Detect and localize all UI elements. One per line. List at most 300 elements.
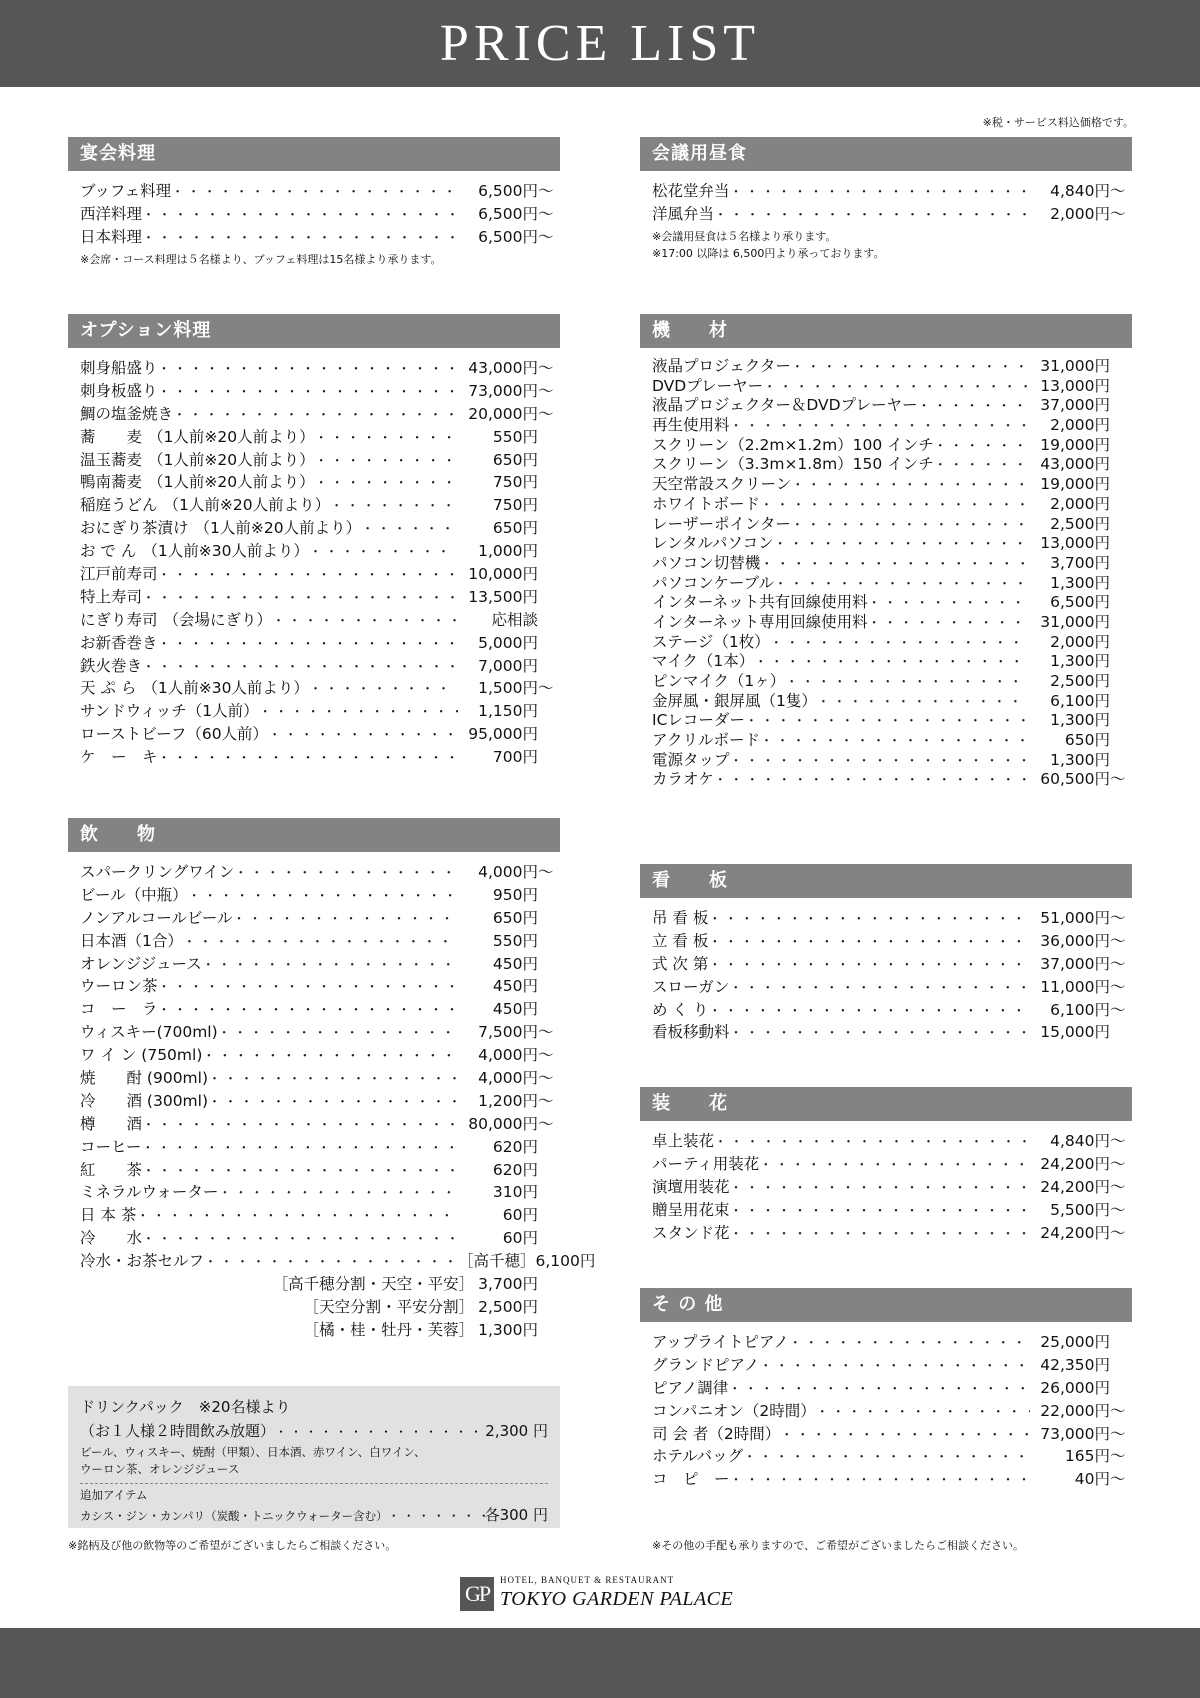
item-list [640,1322,1132,1490]
section-title: 飲 物 [68,818,560,852]
item-price: 450円 [492,954,538,973]
item-suffix: 〜 [1110,1154,1126,1173]
logo-subtitle: HOTEL, BANQUET & RESTAURANT [500,1575,675,1585]
list-item [652,1020,1132,1043]
list-item [652,531,1132,551]
leader-dots [708,908,1030,927]
list-item [80,539,560,562]
leader-dots [158,564,458,583]
list-item [80,1020,560,1043]
item-detail: （1人前※20人前より） [148,427,315,446]
drink-pack-box [68,1386,560,1528]
item-name: お新香巻き [80,633,158,652]
footer-bar [0,1628,1200,1698]
list-item [652,374,1132,394]
item-price: 7,500円 [478,1023,538,1042]
item-suffix: 〜 [1110,1447,1126,1466]
item-price: 750円 [492,473,538,492]
item-price: 2,000円 [1050,204,1110,223]
list-item [80,952,560,975]
drink-pack-includes: ウーロン茶、オレンジジュース [80,1462,240,1476]
item-name: コンパニオン（2時間） [652,1401,816,1420]
item-price: 5,000円 [478,633,538,652]
item-name: ステージ（1枚） [652,632,770,651]
leader-dots [763,376,1030,395]
item-price: 450円 [492,977,538,996]
item-detail: （1人前※30人前より） [142,679,309,698]
leader-dots [218,1182,458,1201]
section-title: 会議用昼食 [640,137,1132,171]
item-suffix: 〜 [538,863,554,881]
drinks-footer-note: ※銘柄及び他の飲物等のご希望がございましたらご相談ください。 [68,1539,397,1552]
item-price: 650円 [492,450,538,469]
item-name: アクリルボード [652,731,761,750]
item-name: オレンジジュース [80,954,202,973]
list-item [80,1249,596,1272]
item-name: 鯛の塩釜焼き [80,404,174,423]
item-price: 10,000円 [468,565,538,584]
item-price: 650円 [492,908,538,927]
list-item [80,1158,560,1181]
leader-dots [760,553,1030,572]
leader-dots [158,381,458,400]
list-item [652,728,1132,748]
item-name: ［高千穂分割・天空・平安］ [272,1275,475,1294]
item-price: 13,000円 [1040,376,1110,395]
item-price: 550円 [492,931,538,950]
item-price: 3,700円 [478,1275,538,1294]
leader-dots [315,450,458,469]
list-item [80,860,560,883]
list-item [80,1226,560,1249]
item-price: 43,000円 [468,359,538,377]
list-item [80,608,560,631]
list-item [652,179,1132,202]
leader-dots [868,592,1030,611]
list-item [652,1152,1132,1175]
item-price: 25,000円 [1040,1333,1110,1351]
leader-dots [136,1205,458,1224]
list-item [652,952,1132,975]
item-suffix: 〜 [1110,1401,1126,1420]
item-name: パソコン切替機 [652,553,761,572]
leader-dots [142,1160,458,1179]
item-name: ホワイトボード [652,494,761,513]
item-name: 金屏風・銀屏風（1隻） [652,691,817,710]
item-name: パソコンケーブル [652,573,774,592]
item-name: ビール（中瓶） [80,885,188,904]
item-price: 1,300円 [1050,652,1110,671]
list-item [652,669,1132,689]
leader-dots [158,633,458,652]
list-item [652,202,1132,225]
item-price: 4,000円 [478,1046,538,1065]
item-name: 天 ぷ ら [80,679,137,698]
leader-dots [760,494,1030,513]
item-name: 日本料理 [80,227,143,246]
item-price: 24,200円 [1040,1154,1110,1173]
item-price: 2,500円 [478,1297,538,1316]
list-item [80,225,560,248]
item-price: 31,000円 [1040,612,1110,631]
leader-dots [730,1223,1030,1242]
drink-pack-plan-name: （お１人様２時間飲み放題） [80,1422,276,1440]
item-price: 24,200円 [1040,1177,1110,1196]
item-price: 73,000円 [1040,1424,1110,1443]
item-name: ローストビーフ（60人前） [80,725,269,744]
section-title: オプション料理 [68,314,560,348]
item-name: スクリーン（3.3m×1.8m）150 インチ [652,455,934,474]
item-list [68,852,596,1272]
item-detail: （1人前※20人前より） [148,450,315,469]
item-name: アップライトピアノ [652,1333,789,1351]
item-name: マイク（1本） [652,652,755,671]
item-name: ホテルバッグ [652,1447,744,1466]
item-suffix: 〜 [1110,770,1126,789]
list-item [652,571,1132,591]
item-name: ピンマイク（1ヶ） [652,672,786,690]
drink-pack-title-text: ドリンクパック ※20名様より [80,1398,291,1416]
list-item [80,1180,560,1203]
leader-dots [730,1177,1030,1196]
item-name: スローガン [652,977,730,996]
list-item [652,590,1132,610]
item-list [68,348,560,768]
leader-dots [142,656,458,675]
divider [80,1483,548,1484]
leader-dots [142,227,462,246]
list-item [652,998,1132,1021]
item-price: 51,000円 [1040,909,1110,927]
item-suffix: 〜 [538,1023,554,1042]
drink-pack-title [80,1396,548,1420]
list-item [652,767,1132,787]
drink-pack-plan-price: 2,300 円 [485,1422,548,1440]
item-price: 80,000円 [468,1114,538,1133]
item-price: 5,500円 [1050,1200,1110,1219]
list-item [80,1203,560,1226]
item-price: 19,000円 [1040,475,1110,494]
drink-pack-plan [80,1420,548,1444]
item-name: ICレコーダー [652,711,745,730]
item-price: 6,500円 [1050,593,1110,612]
item-name: 司 会 者（2時間） [652,1424,781,1443]
item-price: 11,000円 [1040,977,1110,996]
additional-item-name: カシス・ジン・カンパリ（炭酸・トニックウォーター含む） [80,1509,388,1523]
item-name: インターネット専用回線使用料 [652,612,868,631]
item-name: 冷 酒 (300ml) [80,1091,209,1110]
item-name: め く り [652,1000,709,1019]
item-price: 550円 [492,427,538,446]
leader-dots [158,747,458,766]
list-item [80,1295,560,1318]
item-price: 43,000円 [1040,455,1110,474]
leader-dots [817,691,1030,710]
item-price: 24,200円 [1040,1223,1110,1242]
section-note: ※17:00 以降は 6,500円より承っております。 [652,246,885,260]
list-item [652,649,1132,669]
item-price: 650円 [1064,731,1110,750]
leader-dots [785,671,1030,690]
item-name: 樽 酒 [80,1114,143,1133]
item-price: 19,000円 [1040,435,1110,454]
page-title: PRICE LIST [439,15,761,72]
item-suffix: 〜 [1110,1424,1126,1443]
item-name: グランドピアノ [652,1355,760,1374]
item-suffix: 〜 [1110,182,1126,200]
item-price: 1,500円 [478,679,538,698]
item-price: 60,500円 [1040,770,1110,789]
list-item [652,512,1132,532]
item-price: ［高千穂］6,100円 [458,1252,596,1271]
logo-name: TOKYO GARDEN PALACE [500,1588,734,1610]
leader-dots [917,395,1030,414]
item-price: 60円 [502,1229,538,1248]
section-title: 看 板 [640,864,1132,898]
item-detail: （1人前※30人前より） [142,542,309,561]
leader-dots [309,678,458,697]
item-suffix: 〜 [1110,931,1126,950]
item-price: 95,000円 [468,725,538,744]
item-price: 4,840円 [1050,1132,1110,1150]
list-item [80,974,560,997]
leader-dots [743,1446,1030,1465]
item-price: 20,000円 [468,404,538,423]
leader-dots [730,181,1030,200]
item-name: サンドウィッチ（1人前） [80,702,259,721]
leader-dots [728,1378,1030,1397]
leader-dots [729,977,1030,996]
item-price: 2,000円 [1050,632,1110,651]
leader-dots [188,885,458,904]
item-price: 4,000円 [478,1069,538,1088]
list-item [80,425,560,448]
list-item [80,1135,560,1158]
item-suffix: 〜 [538,679,554,698]
list-item [652,1376,1132,1399]
list-item [80,202,560,225]
item-name: レンタルパソコン [652,534,774,553]
item-name: 立 看 板 [652,931,709,950]
item-name: 松花堂弁当 [652,182,730,200]
list-item [80,1272,560,1295]
item-price: 26,000円 [1040,1378,1110,1397]
item-name: 冷水・お茶セルフ [80,1252,205,1271]
list-item [652,1353,1132,1376]
leader-dots [754,651,1030,670]
item-price: 15,000円 [1040,1023,1110,1042]
leader-dots [708,1000,1030,1019]
section-note: ※会議用昼食は５名様より承ります。 [652,229,837,243]
item-name: 日本酒（1合） [80,931,183,950]
section-title: そ の 他 [640,1288,1132,1322]
item-price: 40円 [1074,1470,1110,1489]
list-item [652,610,1132,630]
item-price: 4,840円 [1050,182,1110,200]
header-bar [0,0,1200,87]
item-list [68,171,560,248]
item-suffix: 〜 [1110,1223,1126,1242]
leader-dots [714,769,1030,788]
item-price: 37,000円 [1040,954,1110,973]
item-price: 6,500 [478,227,523,246]
section-title: 装 花 [640,1087,1132,1121]
item-price: 6,100円 [1050,691,1110,710]
leader-dots [730,1469,1030,1488]
item-name: 鉄火巻き [80,656,143,675]
additional-label: 追加アイテム [80,1488,148,1502]
list-item [652,748,1132,768]
item-name: 洋風弁当 [652,204,715,223]
tax-note: ※税・サービス料込価格です。 [982,116,1134,129]
section-lunch [640,137,1132,262]
list-item [80,585,560,608]
leader-dots [275,1423,485,1440]
leader-dots [816,1401,1030,1420]
item-price: 1,150円 [478,702,538,721]
section-other [640,1288,1132,1490]
item-name: 贈呈用花束 [652,1200,730,1219]
item-name: DVDプレーヤー [652,376,764,395]
item-price: 42,350円 [1040,1355,1110,1374]
item-name: 温玉蕎麦 [80,450,143,469]
item-name: 稲庭うどん [80,496,158,515]
leader-dots [204,1251,458,1270]
list-item [652,354,1132,374]
list-item [80,631,560,654]
item-name: ノンアルコールビール [80,908,233,927]
item-name: おにぎり茶漬け [80,519,189,538]
leader-dots [745,710,1030,729]
item-suffix: 〜 [538,1114,554,1133]
item-price: 4,000円 [478,863,538,881]
leader-dots [388,1507,485,1524]
leader-dots [868,612,1030,631]
item-name: スタンド花 [652,1223,730,1242]
item-list [640,171,1132,225]
list-item [80,722,560,745]
item-suffix: 〜 [538,182,554,200]
item-name: 天空常設スクリーン [652,475,792,494]
list-item [652,492,1132,512]
section-flowers [640,1087,1132,1243]
item-name: ウィスキー(700ml) [80,1023,218,1042]
item-price: 13,000円 [1040,534,1110,553]
leader-dots [208,1068,458,1087]
leader-dots [730,1022,1030,1041]
item-price: 1,200円 [478,1091,538,1110]
item-price: 37,000円 [1040,396,1110,415]
item-name: 演壇用装花 [652,1177,730,1196]
item-name: 電源タップ [652,750,730,769]
item-price: 1,300円 [1050,750,1110,769]
item-suffix: 〜 [1110,1470,1126,1489]
item-price: 31,000円 [1040,357,1110,375]
leader-dots [934,454,1030,473]
list-item [80,1318,560,1341]
section-equipment [640,314,1132,787]
list-item [652,433,1132,453]
item-price: 73,000円 [468,381,538,400]
item-name: ウーロン茶 [80,977,158,996]
item-price: 1,300円 [1050,711,1110,730]
leader-dots [760,730,1030,749]
item-suffix: 〜 [1110,1200,1126,1219]
list-item [80,883,560,906]
item-suffix: 〜 [1110,977,1126,996]
item-list [640,898,1132,1043]
item-name: 江戸前寿司 [80,565,158,584]
list-item [80,1066,560,1089]
leader-dots [774,533,1030,552]
item-suffix: 〜 [538,1046,554,1065]
leader-dots [791,514,1030,533]
item-name: 卓上装花 [652,1132,715,1150]
leader-dots [714,1131,1030,1150]
section-drinks [68,818,596,1341]
item-price: 1,300円 [478,1320,538,1339]
item-detail: （1人前※20人前より） [194,519,362,538]
list-item [652,1221,1132,1244]
leader-dots [173,404,458,423]
item-name: スパークリングワイン [80,863,235,881]
section-signboard [640,864,1132,1043]
leader-dots [142,204,462,223]
leader-dots [708,931,1030,950]
leader-dots [158,358,458,377]
leader-dots [774,573,1030,592]
item-name: ピアノ調律 [652,1378,729,1397]
item-suffix: 〜 [1110,1000,1126,1019]
drink-pack-includes: ビール、ウィスキー、焼酎（甲類）、日本酒、赤ワイン、白ワイン、 [80,1445,426,1459]
list-item [652,1444,1132,1467]
leader-dots [208,1091,458,1110]
item-detail: （1人前※20人前より） [148,473,315,492]
item-name: インターネット共有回線使用料 [652,593,868,612]
list-item [652,630,1132,650]
item-price: 2,000円 [1050,416,1110,435]
item-name: コーヒー [80,1137,142,1156]
item-name: 蕎 麦 [80,427,143,446]
item-suffix: 〜 [538,1069,554,1088]
item-list [640,1121,1132,1243]
item-name: ワ イ ン (750ml) [80,1046,203,1065]
list-item [80,676,560,699]
hotel-logo [460,1575,750,1615]
item-suffix: 〜 [1110,1177,1126,1196]
item-name: レーザーポインター [652,514,791,533]
list-item [652,1467,1132,1490]
item-name: にぎり寿司 [80,610,158,629]
item-suffix: 〜 [538,381,554,400]
leader-dots [158,976,458,995]
item-name: ブッフェ料理 [80,182,172,200]
leader-dots [202,954,458,973]
item-price: 1,300円 [1050,573,1110,592]
leader-dots [171,181,462,200]
leader-dots [272,610,458,629]
item-price: 620円 [492,1137,538,1156]
leader-dots [759,1154,1030,1173]
item-suffix: 〜 [538,404,554,423]
item-name: 式 次 第 [652,954,709,973]
leader-dots [789,1332,1030,1351]
item-name: 液晶プロジェクター＆DVDプレーヤー [652,396,918,415]
list-item [80,745,560,768]
item-price: 700円 [492,748,538,767]
leader-dots [714,204,1030,223]
section-note: ※会席・コース料理は５名様より、ブッフェ料理は15名様より承ります。 [80,252,442,266]
